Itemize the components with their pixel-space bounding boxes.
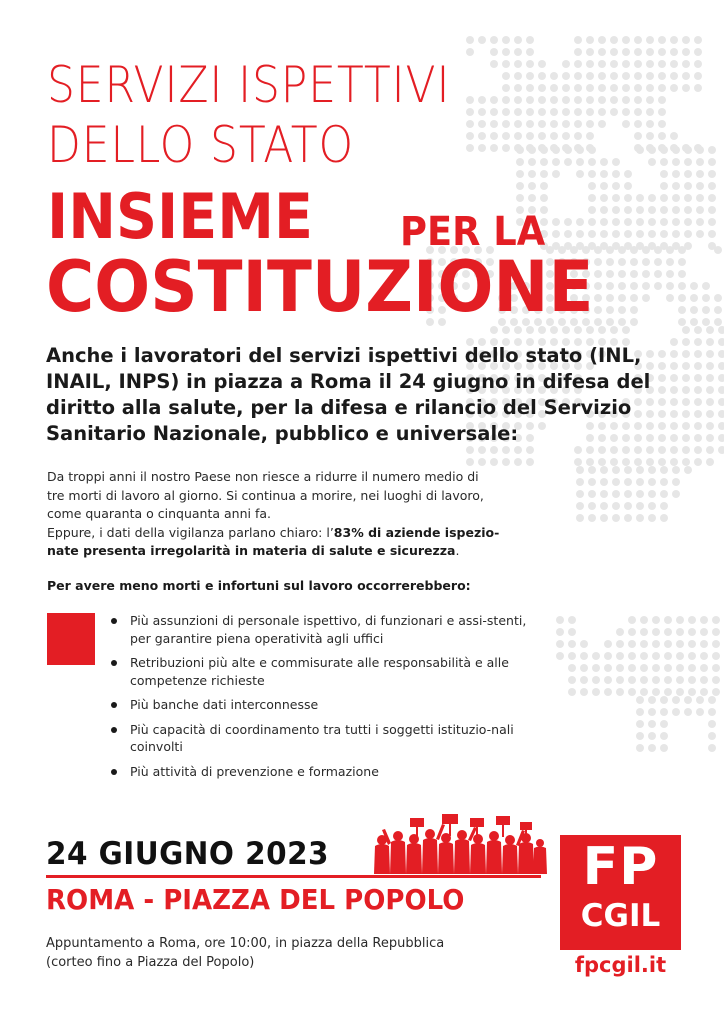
logo-cgil: CGIL [580, 898, 661, 934]
appointment-text [46, 934, 566, 972]
event-place: ROMA - PIAZZA DEL POPOLO [46, 883, 465, 916]
date-underline [46, 875, 541, 878]
title-per-la: PER LA [400, 209, 546, 255]
body-line-4-bold: 83% di aziende ispezio- [333, 524, 500, 540]
protest-crowd-icon [370, 812, 550, 878]
bullet-icon [111, 769, 117, 775]
website-link[interactable]: fpcgil.it [574, 953, 667, 977]
list-item [108, 612, 528, 647]
body-paragraph [47, 468, 547, 561]
list-item-text: Più banche dati interconnesse [130, 697, 319, 712]
body-line-5-suffix: . [455, 543, 460, 558]
fp-cgil-logo [560, 835, 681, 950]
bullet-icon [111, 702, 117, 708]
demands-heading: Per avere meno morti e infortuni sul lavoro occorrerebbero: [47, 578, 471, 593]
body-line-1: Da troppi anni il nostro Paese non riesce a ridurre il numero medio di [47, 469, 479, 484]
body-line-5-bold: nate presenta irregolarità in materia di salute e sicurezza [47, 543, 456, 558]
appointment-line-2: (corteo fino a Piazza del Popolo) [46, 955, 255, 970]
title-costituzione: COSTITUZIONE [46, 246, 594, 328]
body-line-3: come quaranta o cinquanta anni fa. [47, 506, 271, 521]
list-item [108, 721, 528, 756]
title-insieme: INSIEME [47, 180, 313, 253]
list-item [108, 696, 528, 714]
bullet-icon [111, 618, 117, 624]
body-line-4-prefix: Eppure, i dati della vigilanza parlano chiaro: l’ [47, 524, 334, 540]
bullet-icon [111, 660, 117, 666]
list-item-text: Più assunzioni di personale ispettivo, di funzionari e assi-stenti, per garantire piena operatività agli uffici [130, 613, 527, 646]
list-item [108, 763, 528, 781]
appointment-line-1: Appuntamento a Roma, ore 10:00, in piazza della Repubblica [46, 936, 445, 951]
red-square-decoration [47, 613, 95, 665]
lead-paragraph: Anche i lavoratori del servizi ispettivi dello stato (INL, INAIL, INPS) in piazza a Roma il 24 giugno in difesa del diritto alla salute, per la difesa e rilancio del Servizio Sanitario Nazionale, pubblico e universale: [46, 344, 651, 445]
demands-list [108, 612, 528, 787]
logo-fp: FP [582, 837, 659, 897]
title-line-1: SERVIZI ISPETTIVI [47, 56, 451, 114]
list-item-text: Più attività di prevenzione e formazione [130, 763, 379, 779]
list-item-text: Più capacità di coordinamento tra tutti i soggetti istituzio-nali coinvolti [130, 721, 514, 754]
event-date: 24 GIUGNO 2023 [46, 836, 330, 872]
list-item [108, 654, 528, 689]
bullet-icon [111, 727, 117, 733]
list-item-text: Retribuzioni più alte e commisurate alle responsabilità e alle competenze richieste [130, 655, 509, 688]
title-line-2: DELLO STATO [47, 116, 355, 174]
body-line-2: tre morti di lavoro al giorno. Si continua a morire, nei luoghi di lavoro, [47, 487, 484, 503]
